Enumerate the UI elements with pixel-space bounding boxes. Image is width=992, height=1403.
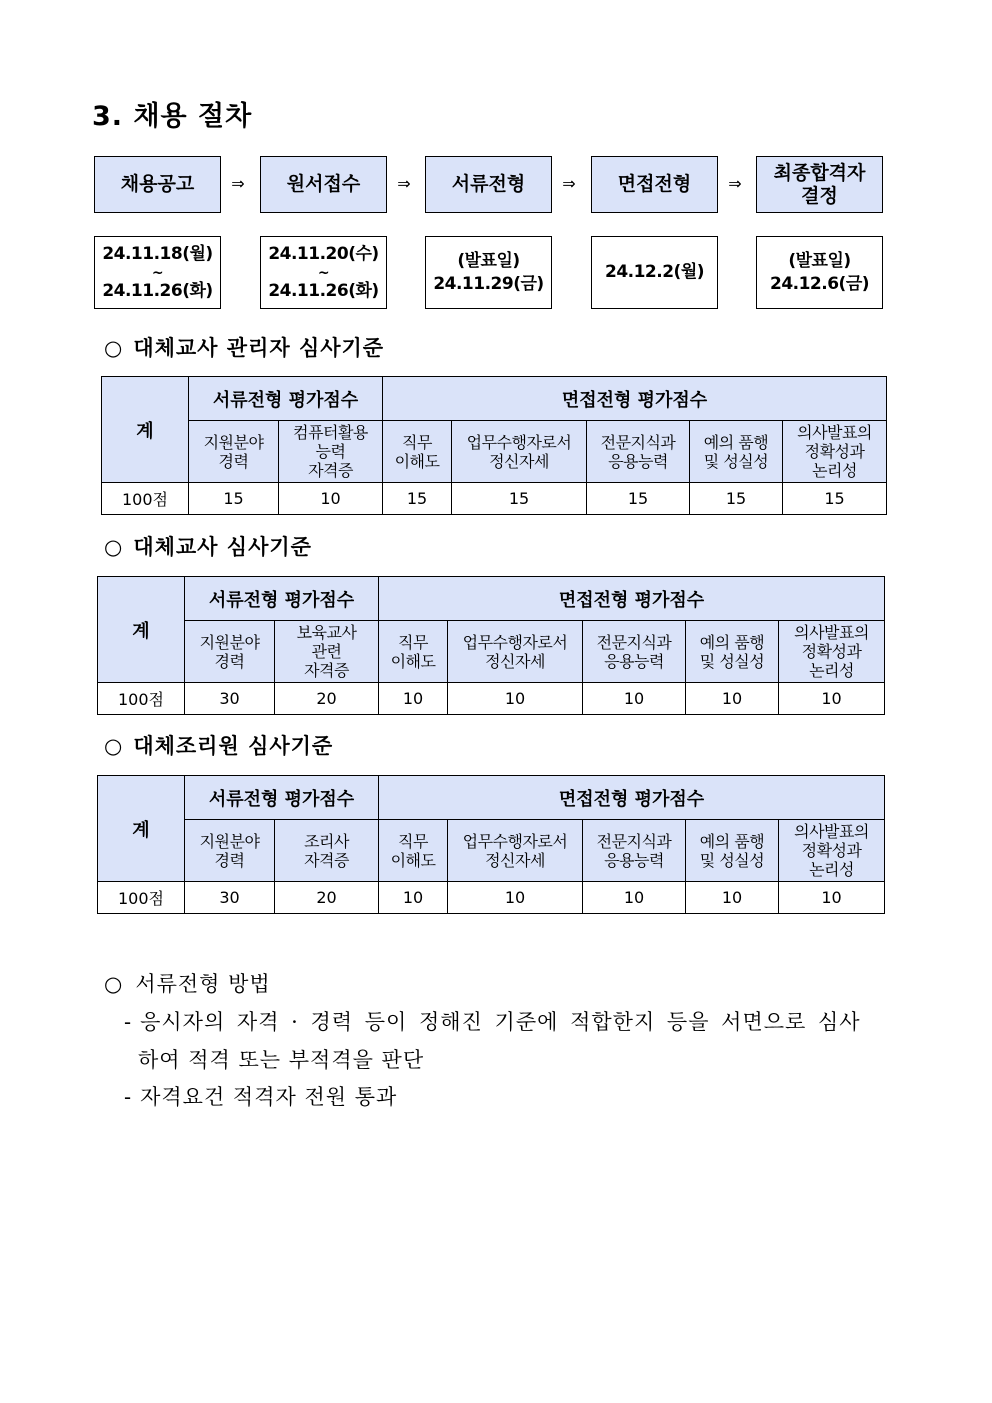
method-heading bbox=[104, 968, 271, 998]
criteria-column-header: 직무 이해도 bbox=[379, 820, 448, 882]
date-line: 24.11.18(월) bbox=[102, 243, 213, 264]
total-header: 계 bbox=[98, 577, 185, 683]
method-text: 하여 적격 또는 부적격을 판단 bbox=[138, 1048, 425, 1072]
circle-bullet-icon: ○ bbox=[104, 734, 124, 758]
process-step-date bbox=[94, 236, 221, 309]
score-value: 10 bbox=[448, 882, 583, 914]
date-line: 24.12.6(금) bbox=[769, 273, 870, 294]
score-value: 30 bbox=[185, 882, 275, 914]
total-header: 계 bbox=[102, 377, 189, 483]
score-value: 10 bbox=[448, 683, 583, 715]
score-value: 15 bbox=[783, 483, 887, 515]
total-score: 100점 bbox=[102, 483, 189, 515]
score-value: 15 bbox=[690, 483, 783, 515]
dash-bullet: - bbox=[124, 1085, 133, 1109]
document-score-header: 서류전형 평가점수 bbox=[185, 776, 379, 820]
criteria-column-header: 의사발표의 정확성과 논리성 bbox=[783, 421, 887, 483]
arrow-icon: ⇒ bbox=[562, 174, 576, 193]
interview-score-header: 면접전형 평가점수 bbox=[379, 577, 885, 621]
date-line: (발표일) bbox=[788, 250, 851, 271]
criteria-column-header: 지원분야 경력 bbox=[189, 421, 279, 483]
arrow-icon: ⇒ bbox=[397, 174, 411, 193]
criteria-column-header: 직무 이해도 bbox=[383, 421, 452, 483]
total-score: 100점 bbox=[98, 683, 185, 715]
method-title: 서류전형 방법 bbox=[135, 972, 271, 996]
section-title: 대체조리원 심사기준 bbox=[133, 734, 334, 758]
process-step-date bbox=[425, 236, 552, 309]
section-title: 대체교사 심사기준 bbox=[133, 535, 312, 559]
section-title: 대체교사 관리자 심사기준 bbox=[133, 336, 385, 360]
process-step-date bbox=[260, 236, 387, 309]
section-heading bbox=[104, 531, 312, 561]
process-step-2 bbox=[260, 156, 387, 213]
score-value: 15 bbox=[189, 483, 279, 515]
dash-bullet: - bbox=[124, 1010, 133, 1034]
criteria-table bbox=[101, 376, 887, 515]
score-value: 10 bbox=[686, 882, 779, 914]
criteria-column-header: 의사발표의 정확성과 논리성 bbox=[779, 820, 885, 882]
score-value: 10 bbox=[779, 683, 885, 715]
process-step-date bbox=[591, 236, 718, 309]
circle-bullet-icon: ○ bbox=[104, 535, 124, 559]
criteria-column-header: 전문지식과 응용능력 bbox=[583, 820, 686, 882]
process-step-label: 면접전형 bbox=[617, 173, 692, 195]
section-heading bbox=[104, 332, 384, 362]
arrow-icon: ⇒ bbox=[728, 174, 742, 193]
score-value: 10 bbox=[686, 683, 779, 715]
page-title: 3. 채용 절차 bbox=[92, 101, 253, 132]
method-line bbox=[124, 1081, 397, 1111]
criteria-column-header: 전문지식과 응용능력 bbox=[583, 621, 686, 683]
criteria-column-header: 의사발표의 정확성과 논리성 bbox=[779, 621, 885, 683]
process-step-label: 최종합격자 결정 bbox=[773, 161, 866, 207]
criteria-column-header: 예의 품행 및 성실성 bbox=[686, 621, 779, 683]
method-text: 응시자의 자격 · 경력 등이 정해진 기준에 적합한지 등을 서면으로 심사 bbox=[140, 1010, 861, 1034]
score-value: 30 bbox=[185, 683, 275, 715]
process-step-1 bbox=[94, 156, 221, 213]
criteria-column-header: 직무 이해도 bbox=[379, 621, 448, 683]
circle-bullet-icon: ○ bbox=[104, 972, 124, 996]
criteria-column-header: 컴퓨터활용 능력 자격증 bbox=[279, 421, 383, 483]
score-value: 15 bbox=[587, 483, 690, 515]
criteria-column-header: 보육교사 관련 자격증 bbox=[275, 621, 379, 683]
score-value: 10 bbox=[583, 882, 686, 914]
score-value: 15 bbox=[383, 483, 452, 515]
criteria-column-header: 업무수행자로서 정신자세 bbox=[448, 621, 583, 683]
process-step-label: 원서접수 bbox=[286, 173, 361, 195]
date-line: 24.11.29(금) bbox=[433, 273, 544, 294]
section-heading bbox=[104, 730, 333, 760]
criteria-column-header: 전문지식과 응용능력 bbox=[587, 421, 690, 483]
criteria-table bbox=[97, 576, 885, 715]
interview-score-header: 면접전형 평가점수 bbox=[379, 776, 885, 820]
total-header: 계 bbox=[98, 776, 185, 882]
process-step-4 bbox=[591, 156, 718, 213]
total-score: 100점 bbox=[98, 882, 185, 914]
score-value: 10 bbox=[779, 882, 885, 914]
document-score-header: 서류전형 평가점수 bbox=[189, 377, 383, 421]
process-step-date bbox=[756, 236, 883, 309]
method-line bbox=[138, 1044, 424, 1074]
score-value: 10 bbox=[279, 483, 383, 515]
method-line bbox=[124, 1006, 861, 1036]
document-score-header: 서류전형 평가점수 bbox=[185, 577, 379, 621]
criteria-table bbox=[97, 775, 885, 914]
score-value: 10 bbox=[379, 882, 448, 914]
criteria-column-header: 업무수행자로서 정신자세 bbox=[452, 421, 587, 483]
criteria-column-header: 지원분야 경력 bbox=[185, 621, 275, 683]
date-line: 24.11.20(수) bbox=[268, 243, 379, 264]
date-line: 24.12.2(월) bbox=[604, 262, 705, 282]
criteria-column-header: 예의 품행 및 성실성 bbox=[690, 421, 783, 483]
date-line: (발표일) bbox=[457, 250, 520, 271]
score-value: 15 bbox=[452, 483, 587, 515]
criteria-column-header: 업무수행자로서 정신자세 bbox=[448, 820, 583, 882]
date-line: ~ bbox=[151, 264, 164, 281]
criteria-column-header: 지원분야 경력 bbox=[185, 820, 275, 882]
process-step-label: 채용공고 bbox=[120, 173, 195, 195]
date-line: ~ bbox=[317, 264, 330, 281]
method-text: 자격요건 적격자 전원 통과 bbox=[140, 1085, 398, 1109]
score-value: 20 bbox=[275, 882, 379, 914]
score-value: 10 bbox=[379, 683, 448, 715]
date-line: 24.11.26(화) bbox=[102, 280, 213, 301]
criteria-column-header: 예의 품행 및 성실성 bbox=[686, 820, 779, 882]
criteria-column-header: 조리사 자격증 bbox=[275, 820, 379, 882]
circle-bullet-icon: ○ bbox=[104, 336, 124, 360]
process-step-3 bbox=[425, 156, 552, 213]
process-step-5 bbox=[756, 156, 883, 213]
arrow-icon: ⇒ bbox=[231, 174, 245, 193]
interview-score-header: 면접전형 평가점수 bbox=[383, 377, 887, 421]
score-value: 20 bbox=[275, 683, 379, 715]
date-line: 24.11.26(화) bbox=[268, 280, 379, 301]
process-step-label: 서류전형 bbox=[451, 173, 526, 195]
score-value: 10 bbox=[583, 683, 686, 715]
